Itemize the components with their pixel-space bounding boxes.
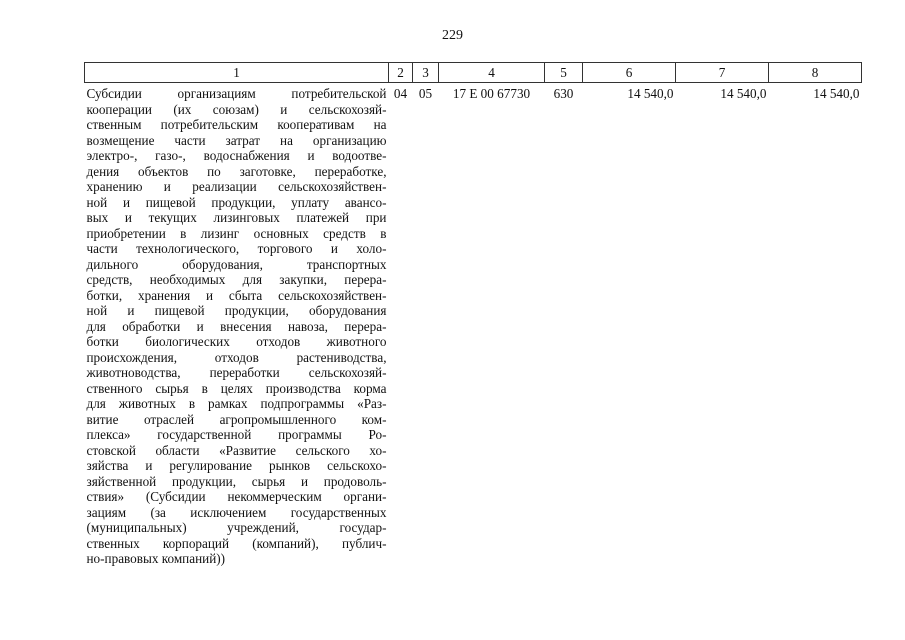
description-line: (муниципальных) учреждений, государ- bbox=[86, 520, 387, 535]
description-line: возмещение части затрат на организацию bbox=[86, 132, 387, 148]
column-header-7: 7 bbox=[676, 63, 769, 83]
description-line: животноводства, переработки сельскохозяй- bbox=[86, 365, 387, 380]
column-header-6: 6 bbox=[583, 63, 676, 83]
description-line: дения объектов по заготовке, переработке, bbox=[86, 163, 387, 179]
description-line: происхождения, отходов растениводства, bbox=[86, 349, 387, 365]
cell-section: 04 bbox=[393, 86, 408, 101]
description-line: зациям (за исключением государственных bbox=[86, 504, 387, 520]
table-header-row bbox=[85, 63, 862, 83]
description-line: зяйства и регулирование рынков сельскохо- bbox=[86, 458, 387, 473]
description-line: приобретении в лизинг основных средств в bbox=[86, 225, 387, 241]
description-line: Субсидии организациям потребительской bbox=[86, 86, 387, 101]
description-line: средств, необходимых для закупки, перера- bbox=[86, 272, 387, 287]
budget-table bbox=[84, 62, 862, 567]
cell-target-article: 17 Е 00 67730 bbox=[452, 86, 531, 101]
description-line: но-правовых компаний)) bbox=[86, 551, 226, 566]
description-line: для животных в рамках подпрограммы «Раз- bbox=[86, 396, 387, 411]
description-line: части технологического, торгового и холо- bbox=[86, 241, 387, 256]
row-description bbox=[85, 83, 389, 567]
description-line: ной и пищевой продукции, оборудования bbox=[86, 303, 387, 318]
cell-expense-type: 630 bbox=[553, 86, 574, 101]
table-row bbox=[85, 83, 862, 567]
description-line: ственным потребительским кооперативам на bbox=[86, 117, 387, 132]
description-line: зяйственной продукции, сырья и продоволь- bbox=[86, 473, 387, 489]
description-line: дильного оборудования, транспортных bbox=[86, 256, 387, 272]
description-line: электро-, газо-, водоснабжения и водоотве- bbox=[86, 148, 387, 163]
description-line: ственного сырья в целях производства корма bbox=[86, 380, 387, 396]
description-line: ствия» (Субсидии некоммерческим органи- bbox=[86, 489, 387, 504]
column-header-1: 1 bbox=[85, 63, 389, 83]
description-line: плекса» государственной программы Ро- bbox=[86, 427, 387, 442]
description-lines bbox=[87, 86, 387, 567]
cell-subsection: 05 bbox=[418, 86, 433, 101]
column-header-3: 3 bbox=[413, 63, 439, 83]
description-line: хранению и реализации сельскохозяйствен- bbox=[86, 179, 387, 194]
description-line: кооперации (их союзам) и сельскохозяй- bbox=[86, 101, 387, 117]
description-line: для обработки и внесения навоза, перера- bbox=[86, 318, 387, 334]
description-line: ботки, хранения и сбыта сельскохозяйствен- bbox=[86, 287, 387, 303]
description-line: витие отраслей агропромышленного ком- bbox=[86, 411, 387, 427]
description-line: ботки биологических отходов животного bbox=[86, 334, 387, 349]
cell-amount-col6: 14 540,0 bbox=[627, 86, 674, 101]
description-line: ной и пищевой продукции, уплату авансо- bbox=[86, 194, 387, 210]
column-header-5: 5 bbox=[545, 63, 583, 83]
column-header-4: 4 bbox=[439, 63, 545, 83]
description-line: стовской области «Развитие сельского хо- bbox=[86, 442, 387, 458]
page-number: 229 bbox=[442, 28, 463, 43]
description-line: вых и текущих лизинговых платежей при bbox=[86, 210, 387, 225]
cell-amount-col7: 14 540,0 bbox=[720, 86, 767, 101]
column-header-2: 2 bbox=[389, 63, 413, 83]
column-header-8: 8 bbox=[769, 63, 862, 83]
cell-amount-col8: 14 540,0 bbox=[813, 86, 860, 101]
description-line: ственных корпораций (компаний), публич- bbox=[86, 535, 387, 551]
